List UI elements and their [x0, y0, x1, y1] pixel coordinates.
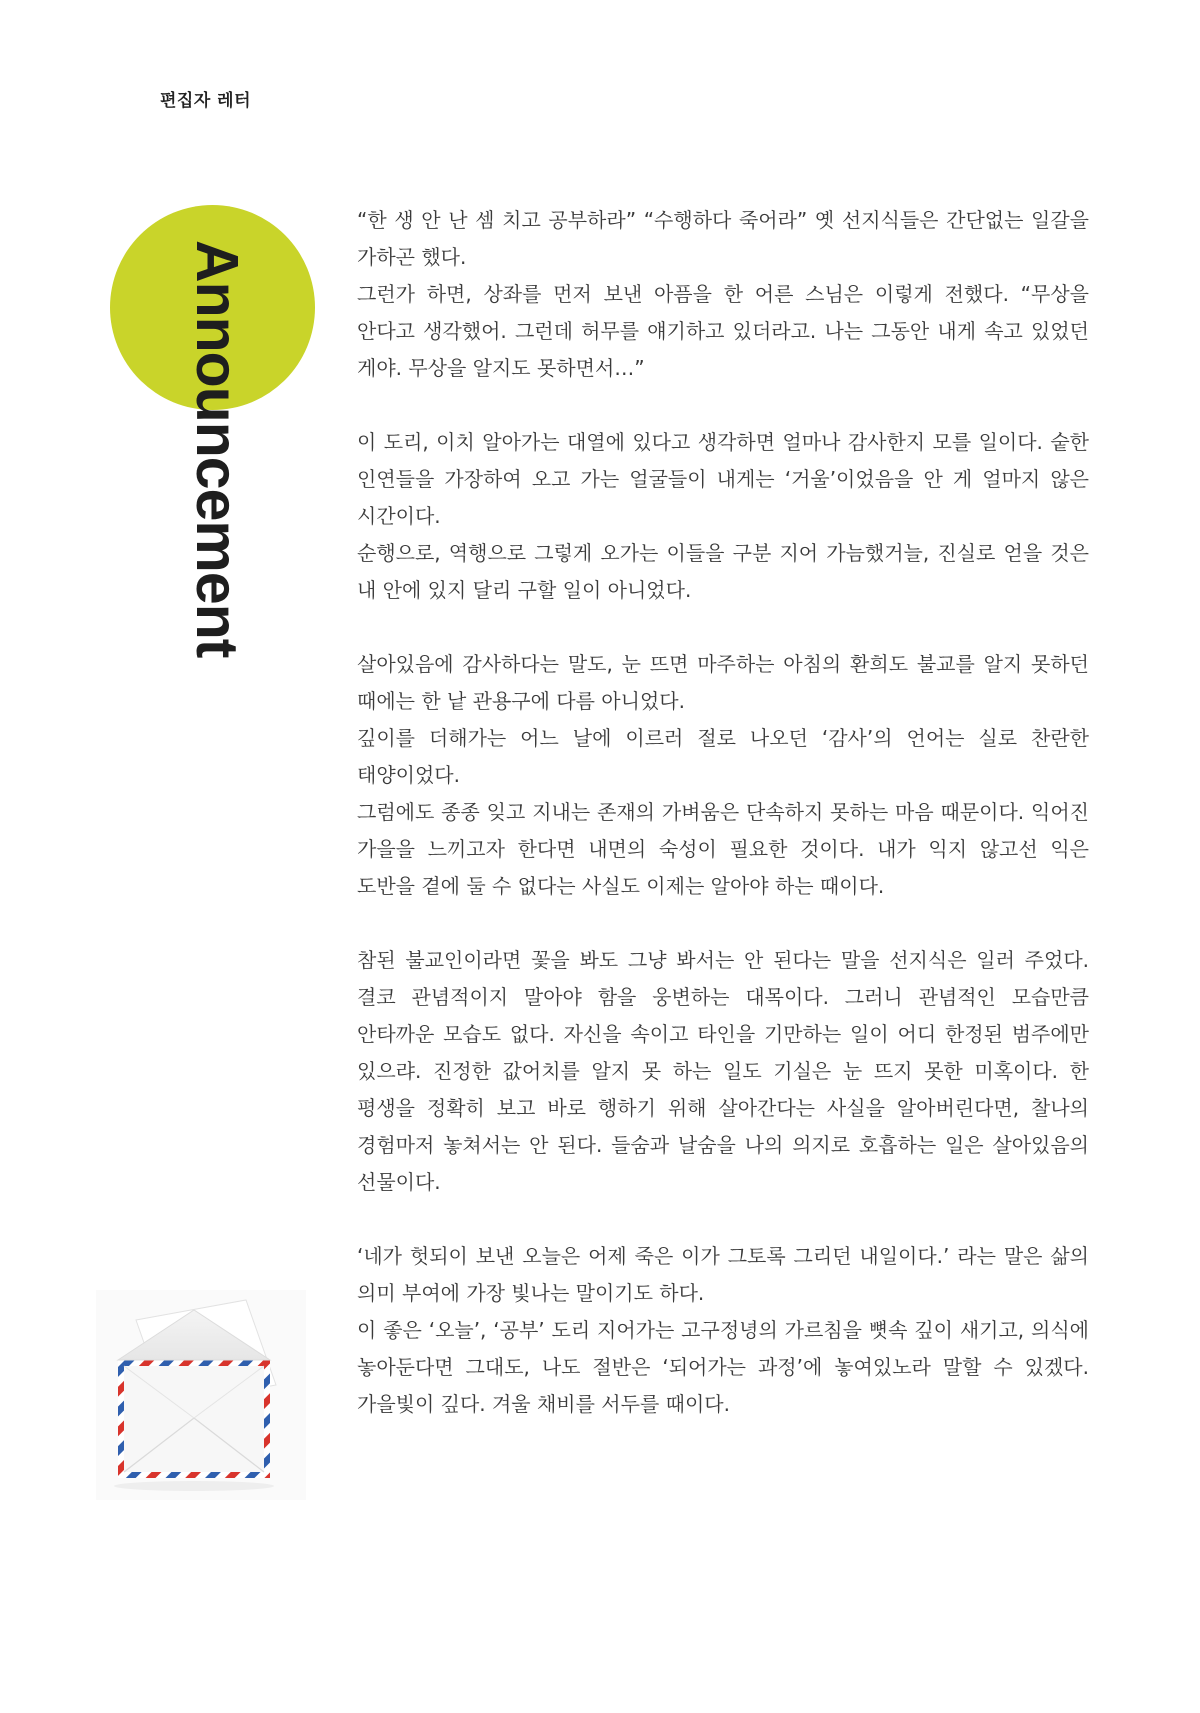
paragraph-gap	[357, 1201, 1089, 1238]
paragraph: 그런가 하면, 상좌를 먼저 보낸 아픔을 한 어른 스님은 이렇게 전했다. “무상을 안다고 생각했어. 그런데 허무를 얘기하고 있더라고. 나는 그동안 내게 속고 있었던 게야. 무상을 알지도 못하면서…”	[357, 282, 1089, 380]
vertical-title: Announcement	[184, 240, 250, 658]
paragraph: ‘네가 헛되이 보낸 오늘은 어제 죽은 이가 그토록 그리던 내일이다.’ 라는 말은 삶의 의미 부여에 가장 빛나는 말이기도 하다.	[357, 1244, 1089, 1305]
paragraph: 참된 불교인이라면 꽃을 봐도 그냥 봐서는 안 된다는 말을 선지식은 일러 주었다. 결코 관념적이지 말아야 함을 웅변하는 대목이다. 그러니 관념적인 모습만큼 안타까운 모습도 없다. 자신을 속이고 타인을 기만하는 일이 어디 한정된 범주에만 있으랴. 진정한 값어치를 알지 못 하는 일도 기실은 눈 뜨지 못한 미혹이다. 한 평생을 정확히 보고 바로 행하기 위해 살아간다는 사실을 알아버린다면, 찰나의 경험마저 놓쳐서는 안 된다. 들숨과 날숨을 나의 의지로 호흡하는 일은 살아있음의 선물이다.	[357, 948, 1089, 1194]
paragraph-gap	[357, 905, 1089, 942]
paragraph: 살아있음에 감사하다는 말도, 눈 뜨면 마주하는 아침의 환희도 불교를 알지 못하던 때에는 한 낱 관용구에 다름 아니었다.	[357, 652, 1089, 713]
letter-body	[357, 202, 1089, 1423]
paragraph: 깊이를 더해가는 어느 날에 이르러 절로 나오던 ‘감사’의 언어는 실로 찬란한 태양이었다.	[357, 726, 1089, 787]
airmail-envelope-image	[96, 1290, 306, 1500]
paragraph: 순행으로, 역행으로 그렇게 오가는 이들을 구분 지어 가늠했거늘, 진실로 얻을 것은 내 안에 있지 달리 구할 일이 아니었다.	[357, 541, 1089, 602]
paragraph: 이 좋은 ‘오늘’, ‘공부’ 도리 지어가는 고구정녕의 가르침을 뼛속 깊이 새기고, 의식에 놓아둔다면 그대도, 나도 절반은 ‘되어가는 과정’에 놓여있노라 말할 수 있겠다. 가을빛이 깊다. 겨울 채비를 서두를 때이다.	[357, 1318, 1089, 1416]
section-label: 편집자 레터	[160, 91, 252, 111]
paragraph: “한 생 안 난 셈 치고 공부하라” “수행하다 죽어라” 옛 선지식들은 간단없는 일갈을 가하곤 했다.	[357, 208, 1089, 269]
paragraph-gap	[357, 387, 1089, 424]
paragraph-gap	[357, 609, 1089, 646]
paragraph: 그럼에도 종종 잊고 지내는 존재의 가벼움은 단속하지 못하는 마음 때문이다. 익어진 가을을 느끼고자 한다면 내면의 숙성이 필요한 것이다. 내가 익지 않고선 익은 도반을 곁에 둘 수 없다는 사실도 이제는 알아야 하는 때이다.	[357, 800, 1089, 898]
paragraph: 이 도리, 이치 알아가는 대열에 있다고 생각하면 얼마나 감사한지 모를 일이다. 숱한 인연들을 가장하여 오고 가는 얼굴들이 내게는 ‘거울’이었음을 안 게 얼마지 않은 시간이다.	[357, 430, 1089, 528]
